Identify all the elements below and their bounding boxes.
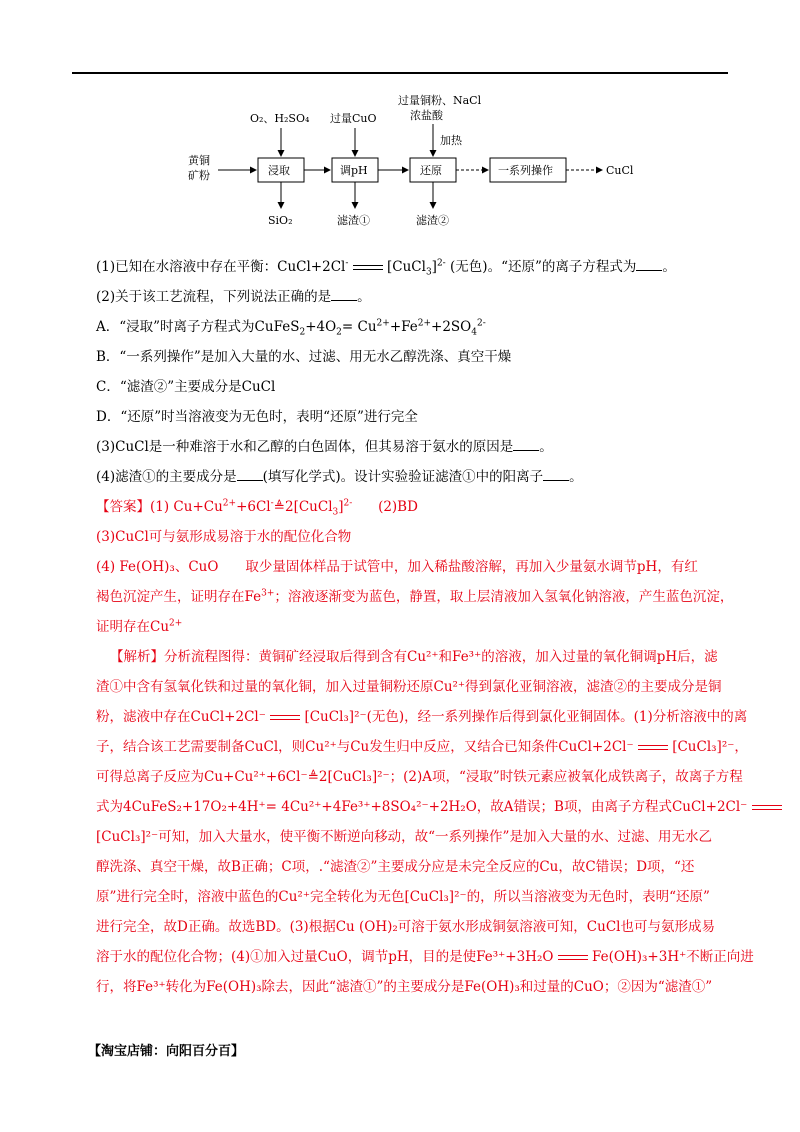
output-residue-2: 滤渣② (416, 214, 449, 227)
output-sio2: SiO₂ (268, 214, 293, 227)
answer-blank (237, 468, 263, 481)
reagent-2: 过量CuO (330, 112, 377, 125)
output-residue-1: 滤渣① (337, 214, 370, 227)
option-d: D．“还原”时当溶液变为无色时，表明“还原”进行完全 (96, 409, 418, 425)
analysis-line-5: 可得总离子反应为Cu+Cu²⁺+6Cl⁻≜2[CuCl₃]²⁻；(2)A项，“浸取”时铁元素应被氧化成铁离子，故离子方程 (96, 769, 743, 785)
feed-label-2: 矿粉 (188, 169, 210, 182)
analysis-line-9: 原”进行完全时，溶液中蓝色的Cu²⁺完全转化为无色[CuCl₃]²⁻的，所以当溶液变为无色时，表明“还原” (96, 889, 710, 905)
answer-blank (513, 438, 539, 451)
option-b: B．“一系列操作”是加入大量的水、过滤、用无水乙醇洗涤、真空干燥 (96, 349, 512, 365)
step-leach: 浸取 (268, 164, 290, 177)
answer-blank (331, 288, 357, 301)
feed-label-1: 黄铜 (188, 154, 210, 167)
question-1: (1)已知在水溶液中存在平衡：CuCl+2Cl- [CuCl$_3$]$^{2-}$ (无色)。“还原”的离子方程式为 。 (96, 258, 676, 278)
product-cucl: CuCl (606, 164, 634, 177)
analysis-line-12: 行，将Fe³⁺转化为Fe(OH)₃除去，因此“滤渣①”的主要成分是Fe(OH)₃和过量的CuO；②因为“滤渣①” (96, 979, 713, 995)
equilibrium-arrow-icon (558, 953, 588, 963)
step-series: 一系列操作 (498, 164, 553, 177)
analysis-line-8: 醇洗涤、真空干燥，故B正确；C项，.“滤渣②”主要成分应是未完全反应的Cu，故C错误；D项，“还 (96, 859, 695, 875)
process-flow-diagram (180, 92, 670, 242)
document-body (96, 252, 754, 1002)
reagent-3-line1: 过量铜粉、NaCl (398, 94, 482, 107)
analysis-line-1: 【解析】分析流程图得：黄铜矿经浸取后得到含有Cu²⁺和Fe³⁺的溶液，加入过量的氧化铜调pH后，滤 (110, 649, 718, 665)
question-4: (4)滤渣①的主要成分是 (填写化学式)。设计实验验证滤渣①中的阳离子 。 (96, 469, 583, 485)
analysis-line-7: [CuCl₃]²⁻可知，加入大量水，使平衡不断逆向移动，故“一系列操作”是加入大量的水、过滤、用无水乙 (96, 829, 712, 845)
question-2: (2)关于该工艺流程，下列说法正确的是 。 (96, 289, 371, 305)
footer-shop-label: 【淘宝店铺：向阳百分百】 (88, 1044, 245, 1059)
analysis-line-2: 渣①中含有氢氧化铁和过量的氧化铜，加入过量铜粉还原Cu²⁺得到氯化亚铜溶液，滤渣②的主要成分是铜 (96, 679, 722, 695)
reagent-1: O₂、H₂SO₄ (250, 112, 310, 125)
answer-blank (543, 468, 569, 481)
answer-section (96, 492, 754, 1002)
analysis-line-10: 进行完全，故D正确。故选BD。(3)根据Cu (OH)₂可溶于氨水形成铜氨溶液可知，CuCl也可与氨形成易 (96, 919, 715, 935)
answer-4-line1: (4) Fe(OH)₃、CuO 取少量固体样品于试管中，加入稀盐酸溶解，再加入少量氨水调节pH，有红 (96, 559, 698, 575)
step-reduce: 还原 (420, 164, 442, 177)
equilibrium-arrow-icon (752, 803, 782, 813)
equilibrium-arrow-icon (353, 263, 383, 273)
analysis-line-6: 式为4CuFeS₂+17O₂+4H⁺= 4Cu²⁺+4Fe³⁺+8SO₄²⁻+2H₂O，故A错误；B项，由离子方程式CuCl+2Cl⁻ (96, 792, 736, 822)
answer-4-line3: 证明存在$Cu^{2+}$ (96, 618, 183, 635)
analysis-line-3: 粉，滤液中存在CuCl+2Cl⁻ [CuCl₃]²⁻(无色)，经一系列操作后得到氯化亚铜固体。(1)分析溶液中的离 (96, 709, 748, 725)
header-rule (72, 72, 728, 74)
heat-label: 加热 (440, 134, 462, 147)
equilibrium-arrow-icon (638, 743, 668, 753)
option-a: A．“浸取”时离子方程式为$CuFeS_2+4O_2= Cu^{2+}+Fe^{2+}+2SO_4^{2-}$ (96, 318, 486, 338)
analysis-line-4: 子，结合该工艺需要制备CuCl，则Cu²⁺与Cu发生归中反应，又结合已知条件CuCl+2Cl⁻ [CuCl₃]²⁻， (96, 739, 748, 755)
equilibrium-arrow-icon (270, 713, 300, 723)
answer-1-2: 【答案】(1) $Cu+Cu^{2+}+6Cl^-≜2[CuCl_3]^{2-}$ (2)BD (96, 498, 418, 518)
option-c: C．“滤渣②”主要成分是CuCl (96, 379, 276, 395)
reagent-3-line2: 浓盐酸 (410, 109, 443, 122)
answer-3: (3)CuCl可与氨形成易溶于水的配位化合物 (96, 529, 352, 545)
analysis-line-11: 溶于水的配位化合物；(4)①加入过量CuO，调节pH，目的是使Fe³⁺+3H₂O Fe(OH)₃+3H⁺不断正向进 (96, 949, 754, 965)
answer-4-line2: 褐色沉淀产生，证明存在$Fe^{3+}$；溶液逐渐变为蓝色，静置，取上层清液加入氢氧化钠溶液，产生蓝色沉淀， (96, 588, 734, 605)
answer-blank (636, 258, 662, 271)
question-3: (3)CuCl是一种难溶于水和乙醇的白色固体，但其易溶于氨水的原因是 。 (96, 439, 553, 455)
step-ph: 调pH (340, 164, 368, 177)
